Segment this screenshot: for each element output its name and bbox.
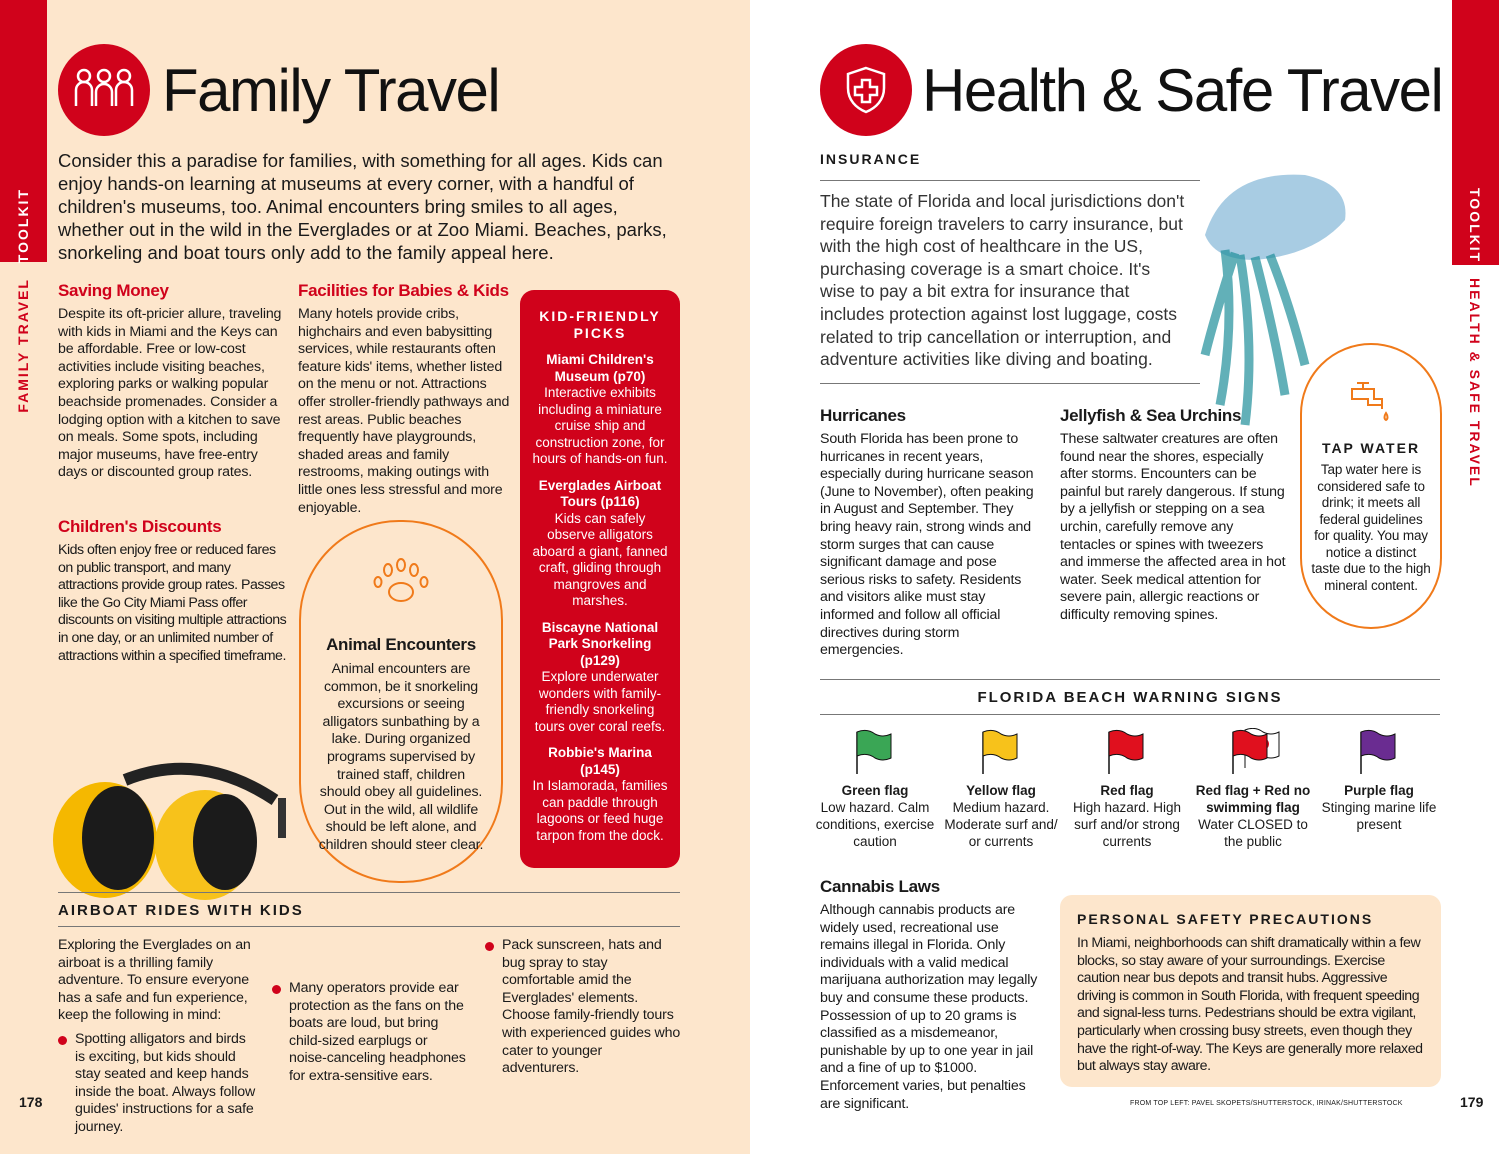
airboat-heading: AIRBOAT RIDES WITH KIDS xyxy=(58,902,304,919)
picks-heading: KID-FRIENDLY PICKS xyxy=(539,308,661,341)
pick-item xyxy=(530,478,670,610)
discounts-text: Kids often enjoy free or reduced fares on public transport, and many attractions provide group rates. Passes like the Go City Miami Pass offer discounts on visiting multiple attractions in one day, or an unlimited number of attractions within a specified timeframe. xyxy=(58,542,287,664)
airboat-bullet: Spotting alligators and birds is exciting, but kids should stay seated and keep hands inside the boat. Always follow guides' instructions for a safe journey. xyxy=(58,1031,258,1137)
insurance-text: The state of Florida and local jurisdictions don't require foreign travelers to carry insurance, but with the high cost of healthcare in the US, purchasing coverage is a smart choice. It's wise to pay a bit extra for insurance that includes protection against lost luggage, costs related to trip cancellation or interruption, and adventure activities like diving and boating. xyxy=(820,191,1185,370)
airboat-column-2 xyxy=(272,980,468,1088)
tap-water-text: Tap water here is considered safe to drink; it meets all federal guidelines for quality. You may notice a distinct taste due to the high mineral content. xyxy=(1311,462,1431,593)
section-label: HEALTH & SAFE TRAVEL xyxy=(1467,278,1483,488)
hurricanes-heading: Hurricanes xyxy=(820,406,906,425)
pick-text: Kids can safely observe alligators aboard a giant, fanned craft, gliding through mangroves and marshes. xyxy=(532,510,668,608)
flag-description: Low hazard. Calm conditions, exercise caution xyxy=(815,800,935,849)
saving-money-heading: Saving Money xyxy=(58,281,169,300)
flag-icon xyxy=(845,728,905,774)
beach-flags-heading: FLORIDA BEACH WARNING SIGNS xyxy=(977,689,1283,706)
pick-text: In Islamorada, families can paddle through lagoons or feed huge tarpon from the dock. xyxy=(532,778,668,843)
flag-icon xyxy=(1223,728,1283,774)
toolkit-tab xyxy=(0,0,47,262)
flag-icon xyxy=(1097,728,1157,774)
cannabis-heading: Cannabis Laws xyxy=(820,877,940,896)
airboat-column-3 xyxy=(485,937,681,1080)
faucet-icon xyxy=(1302,371,1440,428)
flag-icon xyxy=(971,728,1031,774)
facilities-text: Many hotels provide cribs, highchairs and even babysitting services, while restaurants often feature kids' items, whether listed on the menu or not. Attractions offer stroller-friendly pathways and rest areas. Public beaches frequently have playgrounds, shaded areas and family restrooms, making outings with little ones less stressful and more enjoyable. xyxy=(298,306,510,516)
paw-icon xyxy=(301,548,501,615)
flag-name: Green flag xyxy=(841,783,909,798)
pick-item xyxy=(530,620,670,736)
flag-description: High hazard. High surf and/or strong currents xyxy=(1072,800,1182,849)
divider xyxy=(820,383,1200,384)
animal-encounters-heading: Animal Encounters xyxy=(326,635,476,654)
flag-item xyxy=(812,728,938,850)
photo-credit: FROM TOP LEFT: PAVEL SKOPETS/SHUTTERSTOCK, IRINAK/SHUTTERSTOCK xyxy=(1130,1100,1403,1107)
flag-name: Yellow flag xyxy=(966,783,1036,798)
flags-row xyxy=(812,728,1452,850)
animal-encounters-box xyxy=(299,520,503,883)
divider xyxy=(820,714,1440,715)
flag-name: Red flag + Red no swimming flag xyxy=(1195,783,1311,815)
divider xyxy=(58,892,680,893)
divider xyxy=(820,679,1440,680)
facilities-heading: Facilities for Babies & Kids xyxy=(298,281,509,300)
page-number: 178 xyxy=(19,1094,43,1110)
jellyfish-text: These saltwater creatures are often found near the shores, especially after storms. Encounters can be painful but rarely dangerous. If stung by a jellyfish or stepping on a sea urchin, carefully remove any tentacles or spines with tweezers and immerse the affected area in hot water. Seek medical attention for severe pain, allergic reactions or difficulty removing spines. xyxy=(1060,431,1286,623)
airboat-bullet: Many operators provide ear protection as the fans on the boats are loud, but bring child-sized earplugs or noise-canceling headphones for extra-sensitive ears. xyxy=(272,980,468,1086)
pick-item xyxy=(530,352,670,468)
toolkit-tab-label: TOOLKIT xyxy=(1467,188,1483,264)
flag-icon xyxy=(1349,728,1409,774)
pick-item xyxy=(530,745,670,844)
flag-item xyxy=(1190,728,1316,850)
cannabis-text: Although cannabis products are widely used, recreational use remains illegal in Florida. Only individuals with a valid medical marijuana authorization may legally buy and consume these products. Possession of up to 20 grams is classified as a misdemeanor, punishable by up to one year in jail and a fine of up to $1000. Enforcement varies, but penalties are significant. xyxy=(820,902,1038,1112)
section-label: FAMILY TRAVEL xyxy=(15,278,31,413)
airboat-intro: Exploring the Everglades on an airboat is a thrilling family adventure. To ensure everyone has a safe and fun experience, keep the following in mind: xyxy=(58,937,251,1024)
airboat-column-1 xyxy=(58,937,258,1139)
flag-item xyxy=(1316,728,1442,850)
pick-text: Interactive exhibits including a miniature cruise ship and construction zone, for hours of hands-on fun. xyxy=(532,385,668,466)
flag-description: Medium hazard. Moderate surf and/ or currents xyxy=(944,800,1058,849)
flag-item xyxy=(1064,728,1190,850)
pick-name: Robbie's Marina (p145) xyxy=(548,745,652,777)
flag-name: Red flag xyxy=(1100,783,1154,798)
discounts-heading: Children's Discounts xyxy=(58,517,222,536)
toolkit-tab-label: TOOLKIT xyxy=(15,188,31,264)
divider xyxy=(820,180,1200,181)
earmuffs-photo xyxy=(30,760,295,905)
flag-description: Water CLOSED to the public xyxy=(1198,817,1308,849)
medical-shield-icon xyxy=(820,44,912,136)
intro-text: Consider this a paradise for families, with something for all ages. Kids can enjoy hands-on learning at museums at every corner, with a handful of children's museums, too. Animal encounters bring smiles to all ages, whether out in the wild in the Everglades or at Zoo Miami. Beaches, parks, snorkeling and boat tours only add to the family appeal here. xyxy=(58,150,667,263)
divider xyxy=(58,926,680,927)
toolkit-tab xyxy=(1452,0,1499,265)
airboat-bullet: Pack sunscreen, hats and bug spray to stay comfortable amid the Everglades' elements. Choose family-friendly tours with experienced guides who cater to younger adventurers. xyxy=(485,937,681,1078)
kid-friendly-picks-box xyxy=(520,290,680,868)
flag-name: Purple flag xyxy=(1344,783,1414,798)
family-icon xyxy=(58,44,150,136)
animal-encounters-text: Animal encounters are common, be it snorkeling excursions or seeing alligators sunbathing by a lake. During organized programs supervised by trained staff, children should obey all guidelines. Out in the wild, all wildlife should be left alone, and children should steer clear. xyxy=(318,661,484,853)
flag-item xyxy=(938,728,1064,850)
hurricanes-text: South Florida has been prone to hurricanes in recent years, especially during hurricane season (June to November), often peaking in August and September. They bring heavy rain, strong winds and storm surges that can cause significant damage and pose serious risks to safety. Residents and visitors alike must stay informed and follow all official directives during storm emergencies. xyxy=(820,431,1034,659)
tap-water-heading: TAP WATER xyxy=(1321,440,1421,456)
saving-money-text: Despite its oft-pricier allure, traveling with kids in Miami and the Keys can be affordable. Free or low-cost activities include visiting beaches, exploring parks or walking popular beachside promenades. Consider a lodging option with a kitchen to save on meals. Some spots, including major museums, have free-entry days or discounted group rates. xyxy=(58,306,282,481)
jellyfish-heading: Jellyfish & Sea Urchins xyxy=(1060,406,1242,425)
personal-safety-text: In Miami, neighborhoods can shift dramatically within a few blocks, so stay aware of your surroundings. Exercise caution near bus depots and transit hubs. Aggressive driving is common in South Florida, with frequent speeding and signal-less turns. Pedestrians should be extra vigilant, particularly when crossing busy streets, even though they have the right-of-way. The Keys are generally more relaxed but always stay aware. xyxy=(1077,935,1423,1075)
flag-description: Stinging marine life present xyxy=(1321,800,1437,832)
page-title: Health & Safe Travel xyxy=(922,57,1443,124)
pick-name: Biscayne National Park Snorkeling (p129) xyxy=(541,619,659,668)
pick-name: Miami Children's Museum (p70) xyxy=(546,352,654,384)
personal-safety-heading: PERSONAL SAFETY PRECAUTIONS xyxy=(1077,911,1374,927)
pick-name: Everglades Airboat Tours (p116) xyxy=(538,477,662,509)
page-title: Family Travel xyxy=(162,57,500,124)
tap-water-box xyxy=(1300,343,1442,629)
pick-text: Explore underwater wonders with family-friendly snorkeling tours over coral reefs. xyxy=(534,669,666,734)
page-number: 179 xyxy=(1460,1094,1484,1110)
right-page xyxy=(750,0,1500,1154)
personal-safety-box xyxy=(1060,895,1441,1087)
insurance-heading: INSURANCE xyxy=(820,151,922,167)
